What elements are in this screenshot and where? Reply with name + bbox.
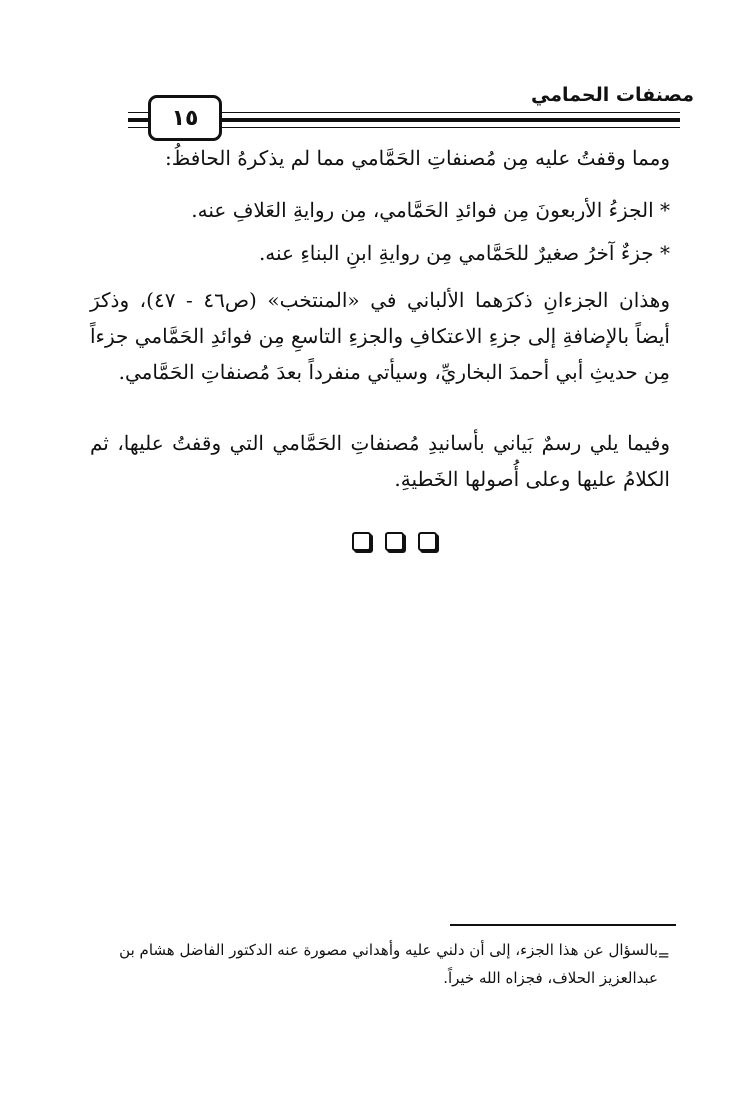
end-mark-icon bbox=[418, 532, 437, 551]
running-title: مصنفات الحمامي bbox=[531, 84, 694, 106]
footnote bbox=[116, 936, 676, 992]
paragraph-chart-intro: وفيما يلي رسمٌ بَياني بأسانيدِ مُصنفاتِ الحَمَّامي التي وقفتُ عليها، ثم الكلامُ عليها وعلى أُصولها الخَطيةِ. bbox=[90, 431, 670, 491]
end-mark-icon bbox=[385, 532, 404, 551]
footnote-continuation-marker: = bbox=[657, 946, 670, 964]
end-mark-icon bbox=[352, 532, 371, 551]
paragraph-item-1: * الجزءُ الأربعونَ مِن فوائدِ الحَمَّامي، مِن روايةِ العَلافِ عنه. bbox=[191, 198, 670, 222]
footnote-text: بالسؤال عن هذا الجزء، إلى أن دلني عليه وأهداني مصورة عنه الدكتور الفاضل هشام بن عبدالعزيز الحلاف، فجزاه الله خيراً. bbox=[119, 941, 658, 987]
paragraph-intro: ومما وقفتُ عليه مِن مُصنفاتِ الحَمَّامي مما لم يذكرهُ الحافظُ: bbox=[164, 146, 670, 170]
section-end-marks bbox=[352, 532, 437, 551]
paragraph-albani: وهذان الجزءانِ ذكرَهما الألباني في «المنتخب» (ص٤٦ - ٤٧)، وذكرَ أيضاً بالإضافةِ إلى جزءِ الاعتكافِ والجزءِ التاسعِ مِن فوائدِ الحَمَّامي جزءاً مِن حديثِ أبي أحمدَ البخاريِّ، وسيأتي منفرداً بعدَ مُصنفاتِ الحَمَّامي. bbox=[90, 288, 670, 384]
page-number: ١٥ bbox=[148, 95, 222, 141]
paragraph-item-2: * جزءٌ آخرُ صغيرٌ للحَمَّامي مِن روايةِ ابنِ البناءِ عنه. bbox=[258, 241, 670, 265]
footnote-separator bbox=[450, 924, 676, 926]
